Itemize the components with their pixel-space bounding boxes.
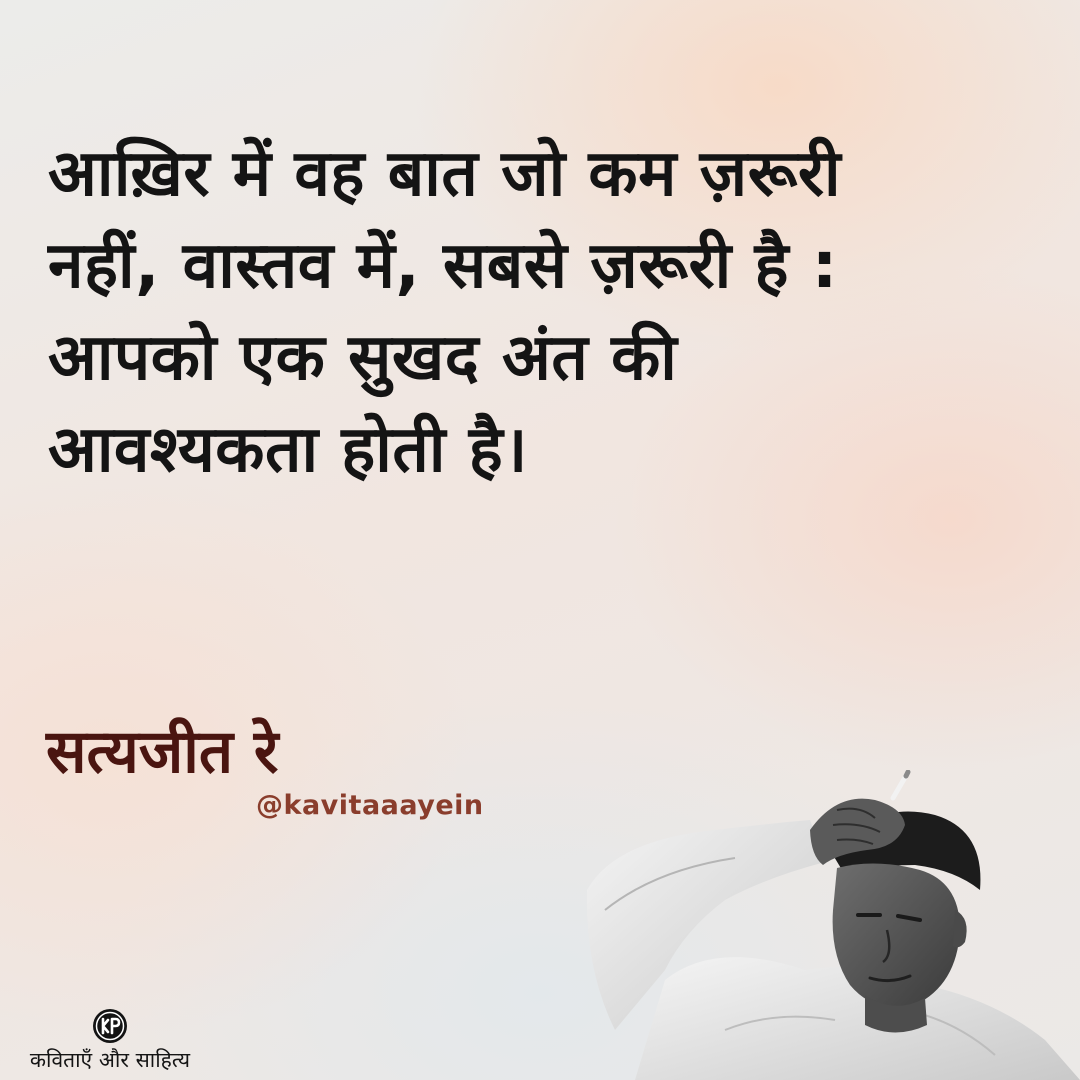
- kp-monogram-icon: [92, 1008, 128, 1044]
- quote-line-1: आख़िर में वह बात जो कम ज़रूरी: [48, 137, 842, 211]
- portrait-photo-icon: [575, 770, 1080, 1080]
- brand-block: [10, 1008, 210, 1074]
- quote-line-4: आवश्यकता होती है।: [48, 413, 528, 487]
- brand-name: कविताएँ और साहित्य: [29, 1048, 191, 1072]
- quote-line-3: आपको एक सुखद अंत की: [48, 321, 678, 395]
- social-handle: @kavitaaayein: [256, 790, 484, 821]
- author-name: सत्यजीत रे: [46, 717, 279, 787]
- quote-text: [48, 128, 1038, 496]
- quote-line-2: नहीं, वास्तव में, सबसे ज़रूरी है :: [48, 229, 838, 303]
